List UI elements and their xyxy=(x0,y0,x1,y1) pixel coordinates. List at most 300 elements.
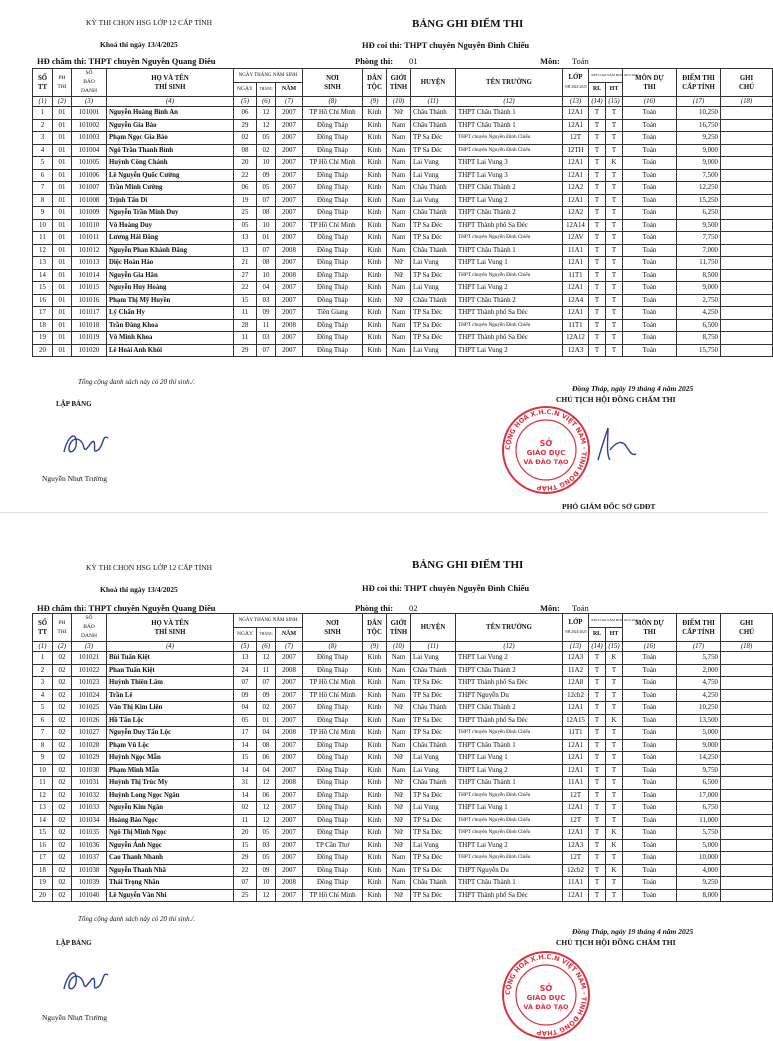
table-cell: 03 xyxy=(257,294,276,307)
table-cell: 12A1 xyxy=(563,107,589,120)
table-cell: 101011 xyxy=(72,232,107,245)
table-row xyxy=(33,839,773,852)
table-cell: THPT chuyên Nguyễn Đình Chiểu xyxy=(456,827,563,840)
table-cell: T xyxy=(589,664,606,677)
table-cell xyxy=(721,864,773,877)
table-cell: Kinh xyxy=(363,119,387,132)
table-cell: 01 xyxy=(53,207,72,220)
table-cell: Lai Vung xyxy=(411,752,456,765)
table-cell: 15 xyxy=(234,294,257,307)
table-cell xyxy=(721,664,773,677)
table-row xyxy=(33,119,773,132)
table-cell: THPT Châu Thành 2 xyxy=(456,182,563,195)
table-cell: Võ Minh Khoa xyxy=(107,332,234,345)
column-number-row xyxy=(33,97,773,107)
table-cell: 08 xyxy=(234,144,257,157)
table-cell: Kinh xyxy=(363,814,387,827)
table-cell: Kinh xyxy=(363,852,387,865)
table-cell: T xyxy=(589,107,606,120)
table-cell: 101034 xyxy=(72,814,107,827)
table-cell: 12A1 xyxy=(563,739,589,752)
table-cell: Đồng Tháp xyxy=(303,652,363,665)
table-cell xyxy=(721,132,773,145)
table-cell: Toán xyxy=(623,889,677,902)
table-cell xyxy=(721,889,773,902)
table-cell: Nam xyxy=(387,319,411,332)
table-cell: 101030 xyxy=(72,764,107,777)
table-cell: 2007 xyxy=(276,652,303,665)
table-cell: 02 xyxy=(53,789,72,802)
column-number: (9) xyxy=(363,97,387,107)
table-cell xyxy=(721,107,773,120)
table-cell: 02 xyxy=(234,802,257,815)
table-cell: Nam xyxy=(387,194,411,207)
table-cell: Kinh xyxy=(363,344,387,357)
table-cell: T xyxy=(589,727,606,740)
table-cell: 11,000 xyxy=(677,814,721,827)
column-number: (2) xyxy=(53,97,72,107)
table-cell: 2008 xyxy=(276,777,303,790)
table-cell: Phạm Minh Mẫn xyxy=(107,764,234,777)
header-stt: SỐ TT xyxy=(33,69,53,97)
table-cell xyxy=(721,839,773,852)
table-cell: 17 xyxy=(33,307,53,320)
preparer-name: Nguyễn Nhựt Trường xyxy=(42,1013,108,1022)
table-cell xyxy=(721,144,773,157)
table-cell: 24 xyxy=(234,664,257,677)
table-cell: Lương Hải Đăng xyxy=(107,232,234,245)
column-number: (3) xyxy=(72,97,107,107)
table-cell: Nữ xyxy=(387,269,411,282)
table-cell: T xyxy=(589,207,606,220)
table-cell: Đồng Tháp xyxy=(303,232,363,245)
table-cell: THPT Lai Vung 2 xyxy=(456,839,563,852)
table-cell: 10,250 xyxy=(677,702,721,715)
table-cell: 07 xyxy=(257,244,276,257)
table-row xyxy=(33,827,773,840)
table-cell: 12A1 xyxy=(563,889,589,902)
table-cell: THPT Nguyễn Du xyxy=(456,864,563,877)
table-cell xyxy=(721,789,773,802)
table-cell: TP Sa Đéc xyxy=(411,889,456,902)
table-cell: 2007 xyxy=(276,839,303,852)
exam-name: KỲ THI CHỌN HSG LỚP 12 CẤP TỈNH xyxy=(86,18,213,27)
table-cell: Toán xyxy=(623,814,677,827)
table-cell: 2007 xyxy=(276,332,303,345)
table-cell: 12A3 xyxy=(563,839,589,852)
table-cell: 11 xyxy=(33,777,53,790)
chair-title: CHỦ TỊCH HỘI ĐỒNG CHẤM THI xyxy=(556,938,676,947)
table-cell: 02 xyxy=(257,144,276,157)
table-cell xyxy=(721,207,773,220)
table-cell xyxy=(721,702,773,715)
table-cell: T xyxy=(589,157,606,170)
table-cell: T xyxy=(589,244,606,257)
table-cell: 4,000 xyxy=(677,864,721,877)
table-cell: 06 xyxy=(234,182,257,195)
table-cell: Kinh xyxy=(363,319,387,332)
table-cell: Toán xyxy=(623,739,677,752)
table-cell: T xyxy=(606,257,623,270)
table-cell: Huỳnh Công Chánh xyxy=(107,157,234,170)
table-cell: Nguyễn Hoàng Bình An xyxy=(107,107,234,120)
table-row xyxy=(33,689,773,702)
table-cell: Thái Trọng Nhân xyxy=(107,877,234,890)
table-cell: T xyxy=(606,702,623,715)
table-cell: Phạm Ngọc Gia Bảo xyxy=(107,132,234,145)
table-cell: 11A2 xyxy=(563,664,589,677)
table-cell: 2007 xyxy=(276,677,303,690)
table-cell: 9,750 xyxy=(677,764,721,777)
header-dob-group: NGÀY THÁNG NĂM SINH xyxy=(234,69,303,83)
svg-text:SỞ: SỞ xyxy=(539,984,553,993)
svg-text:GIÁO DỤC: GIÁO DỤC xyxy=(526,994,566,1002)
table-cell: TP Hồ Chí Minh xyxy=(303,889,363,902)
score-sheet-room-02 xyxy=(0,512,768,1038)
table-row xyxy=(33,877,773,890)
table-cell: 01 xyxy=(53,194,72,207)
table-cell: Đồng Tháp xyxy=(303,257,363,270)
table-cell: 19 xyxy=(33,877,53,890)
table-row xyxy=(33,319,773,332)
column-number: (10) xyxy=(387,642,411,652)
table-cell: 01 xyxy=(53,244,72,257)
table-cell: Nguyễn Huy Hoàng xyxy=(107,282,234,295)
table-cell: Toán xyxy=(623,652,677,665)
table-cell: 01 xyxy=(53,232,72,245)
table-cell: T xyxy=(606,689,623,702)
exam-name: KỲ THI CHỌN HSG LỚP 12 CẤP TỈNH xyxy=(86,563,213,572)
table-cell: Lai Vung xyxy=(411,344,456,357)
table-cell: 25 xyxy=(234,889,257,902)
table-cell: Lai Vung xyxy=(411,802,456,815)
table-cell: 02 xyxy=(53,802,72,815)
column-number: (16) xyxy=(623,97,677,107)
table-cell: 01 xyxy=(53,307,72,320)
header-note: GHI CHÚ xyxy=(721,69,773,97)
table-cell: 19 xyxy=(33,332,53,345)
table-cell xyxy=(721,244,773,257)
deputy-title: PHÓ GIÁM ĐỐC SỞ GDĐT xyxy=(562,502,656,511)
table-cell: Lai Vung xyxy=(411,839,456,852)
table-cell: Đồng Tháp xyxy=(303,814,363,827)
table-cell: Kinh xyxy=(363,232,387,245)
table-row xyxy=(33,332,773,345)
table-cell: 15,750 xyxy=(677,344,721,357)
header-gender: GIỚI TÍNH xyxy=(387,614,411,642)
table-cell: 09 xyxy=(257,689,276,702)
column-number: (7) xyxy=(276,642,303,652)
table-cell: 07 xyxy=(234,677,257,690)
table-cell xyxy=(721,802,773,815)
table-cell: 01 xyxy=(53,319,72,332)
table-cell: T xyxy=(589,739,606,752)
table-cell: Toán xyxy=(623,689,677,702)
table-cell: THPT Châu Thành 2 xyxy=(456,702,563,715)
table-cell: 101023 xyxy=(72,677,107,690)
table-cell: 6,500 xyxy=(677,777,721,790)
table-cell: 10 xyxy=(257,157,276,170)
column-number: (3) xyxy=(72,642,107,652)
table-cell: 01 xyxy=(53,269,72,282)
header-dob-group: NGÀY THÁNG NĂM SINH xyxy=(234,614,303,628)
table-cell: 31 xyxy=(234,777,257,790)
table-cell: Toán xyxy=(623,802,677,815)
table-row xyxy=(33,107,773,120)
table-cell: T xyxy=(589,194,606,207)
table-cell: T xyxy=(589,802,606,815)
table-cell xyxy=(721,269,773,282)
table-cell xyxy=(721,827,773,840)
table-cell: 5 xyxy=(33,157,53,170)
table-cell: 8,500 xyxy=(677,269,721,282)
table-cell: Đồng Tháp xyxy=(303,319,363,332)
table-cell: 12 xyxy=(257,777,276,790)
table-cell: 2008 xyxy=(276,727,303,740)
table-cell: Nam xyxy=(387,714,411,727)
table-cell: 10 xyxy=(33,219,53,232)
table-cell: 12 xyxy=(33,789,53,802)
table-cell: 8 xyxy=(33,194,53,207)
table-cell xyxy=(721,814,773,827)
table-cell: Kinh xyxy=(363,789,387,802)
table-cell xyxy=(721,257,773,270)
table-cell: Đồng Tháp xyxy=(303,664,363,677)
table-cell: 101028 xyxy=(72,739,107,752)
table-cell: 8 xyxy=(33,739,53,752)
table-cell: K xyxy=(606,714,623,727)
table-cell: Đồng Tháp xyxy=(303,144,363,157)
preparer-name: Nguyễn Nhựt Trường xyxy=(42,474,108,483)
table-cell: Đồng Tháp xyxy=(303,802,363,815)
table-cell: Đồng Tháp xyxy=(303,294,363,307)
grading-council: HĐ chấm thi: THPT chuyên Nguyễn Quang Diêu xyxy=(37,56,216,66)
header-dob-month: THÁNG xyxy=(257,628,276,642)
table-cell: Kinh xyxy=(363,839,387,852)
room-label: Phòng thi: xyxy=(355,603,394,613)
table-cell: Châu Thành xyxy=(411,664,456,677)
table-cell: 13 xyxy=(234,652,257,665)
table-cell: Nam xyxy=(387,652,411,665)
table-cell: 9,500 xyxy=(677,219,721,232)
table-cell: 101024 xyxy=(72,689,107,702)
table-cell: Diệc Hoàn Hảo xyxy=(107,257,234,270)
table-cell: Nguyễn Ánh Ngọc xyxy=(107,839,234,852)
table-cell: THPT chuyên Nguyễn Đình Chiểu xyxy=(456,789,563,802)
table-cell: 02 xyxy=(53,727,72,740)
table-cell: 101005 xyxy=(72,157,107,170)
table-cell: 01 xyxy=(53,294,72,307)
table-cell: Nam xyxy=(387,864,411,877)
table-cell: 2007 xyxy=(276,119,303,132)
table-cell: Nam xyxy=(387,764,411,777)
table-cell: Kinh xyxy=(363,677,387,690)
table-cell: Kinh xyxy=(363,107,387,120)
table-cell: 2007 xyxy=(276,157,303,170)
table-cell: T xyxy=(589,294,606,307)
header-class: LỚP NH 2024-2025 xyxy=(563,614,589,642)
table-cell: 13,500 xyxy=(677,714,721,727)
count-note: Tổng cộng danh sách này có 20 thí sinh./. xyxy=(78,378,196,386)
table-cell: 2008 xyxy=(276,269,303,282)
table-cell: T xyxy=(589,269,606,282)
table-cell: Lai Vung xyxy=(411,157,456,170)
subject-info xyxy=(540,56,589,66)
column-number: (7) xyxy=(276,97,303,107)
table-cell: T xyxy=(606,107,623,120)
table-cell: 2008 xyxy=(276,877,303,890)
table-cell: Kinh xyxy=(363,727,387,740)
table-cell: 02 xyxy=(53,702,72,715)
table-row xyxy=(33,652,773,665)
table-cell xyxy=(721,157,773,170)
table-cell: 27 xyxy=(234,269,257,282)
table-cell: T xyxy=(589,864,606,877)
header-dob-year: NĂM xyxy=(276,628,303,642)
exam-date: Khoá thi ngày 13/4/2025 xyxy=(100,40,178,49)
table-cell: TP Cần Thơ xyxy=(303,839,363,852)
table-cell: K xyxy=(606,827,623,840)
table-cell: 101027 xyxy=(72,727,107,740)
table-cell: 7 xyxy=(33,727,53,740)
table-cell: TP Sa Đéc xyxy=(411,689,456,702)
table-cell: Kinh xyxy=(363,294,387,307)
table-cell: 10,250 xyxy=(677,107,721,120)
table-row xyxy=(33,702,773,715)
column-number: (4) xyxy=(107,97,234,107)
table-row xyxy=(33,889,773,902)
table-cell: 101010 xyxy=(72,219,107,232)
table-cell: Phạm Vũ Lộc xyxy=(107,739,234,752)
table-cell: T xyxy=(606,739,623,752)
table-cell: 2007 xyxy=(276,182,303,195)
table-cell: Toán xyxy=(623,677,677,690)
room-value: 02 xyxy=(409,603,418,613)
table-cell: T xyxy=(606,319,623,332)
table-cell: 14 xyxy=(33,269,53,282)
table-row xyxy=(33,727,773,740)
table-row xyxy=(33,864,773,877)
table-cell: 03 xyxy=(257,839,276,852)
table-cell: Toán xyxy=(623,332,677,345)
table-cell: 7,000 xyxy=(677,244,721,257)
table-cell: T xyxy=(606,269,623,282)
table-cell: T xyxy=(589,307,606,320)
table-cell: Toán xyxy=(623,294,677,307)
table-cell: 5 xyxy=(33,702,53,715)
table-cell: Kinh xyxy=(363,282,387,295)
table-cell: Phan Tuấn Kiệt xyxy=(107,664,234,677)
table-cell: Nam xyxy=(387,664,411,677)
header-dob-year: NĂM xyxy=(276,83,303,97)
table-cell: 7 xyxy=(33,182,53,195)
table-cell: 02 xyxy=(53,877,72,890)
header-pob: NƠI SINH xyxy=(303,69,363,97)
table-cell: Văn Thị Kim Liên xyxy=(107,702,234,715)
table-cell: T xyxy=(589,144,606,157)
table-cell: T xyxy=(606,332,623,345)
room-value: 01 xyxy=(409,56,418,66)
table-cell: 11 xyxy=(257,664,276,677)
table-cell: Toán xyxy=(623,207,677,220)
table-cell: 11 xyxy=(234,307,257,320)
table-cell: 01 xyxy=(257,232,276,245)
table-cell: THPT Thành phố Sa Đéc xyxy=(456,677,563,690)
table-cell: Toán xyxy=(623,727,677,740)
table-cell: 15 xyxy=(33,282,53,295)
header-stt: SỐ TT xyxy=(33,614,53,642)
table-cell: 9,000 xyxy=(677,157,721,170)
subject-value: Toán xyxy=(571,603,589,613)
table-cell: Toán xyxy=(623,827,677,840)
table-cell: Kinh xyxy=(363,777,387,790)
chair-title: CHỦ TỊCH HỘI ĐỒNG CHẤM THI xyxy=(556,395,676,404)
table-cell: Châu Thành xyxy=(411,119,456,132)
table-cell: TP Hồ Chí Minh xyxy=(303,677,363,690)
header-dob-day: NGÀY xyxy=(234,83,257,97)
table-cell: 9,000 xyxy=(677,144,721,157)
table-cell: T xyxy=(606,677,623,690)
table-cell: 2007 xyxy=(276,889,303,902)
table-cell: Ngô Trần Thanh Bình xyxy=(107,144,234,157)
table-row xyxy=(33,169,773,182)
table-cell: Đồng Tháp xyxy=(303,282,363,295)
table-cell: Toán xyxy=(623,219,677,232)
table-cell: Nữ xyxy=(387,802,411,815)
table-cell: Đồng Tháp xyxy=(303,119,363,132)
table-cell: Châu Thành xyxy=(411,244,456,257)
table-cell: 101015 xyxy=(72,282,107,295)
table-cell: 101012 xyxy=(72,244,107,257)
table-cell: 101039 xyxy=(72,877,107,890)
table-cell: TP Hồ Chí Minh xyxy=(303,727,363,740)
header-score: ĐIỂM THI CẤP TỈNH xyxy=(677,69,721,97)
table-cell: Huỳnh Ngọc Mẫn xyxy=(107,752,234,765)
table-cell: Nam xyxy=(387,852,411,865)
column-number: (6) xyxy=(257,97,276,107)
table-cell: 2007 xyxy=(276,814,303,827)
table-cell: Nam xyxy=(387,727,411,740)
table-cell: 11A1 xyxy=(563,777,589,790)
table-cell: Toán xyxy=(623,182,677,195)
table-cell: 4 xyxy=(33,689,53,702)
table-cell: T xyxy=(589,132,606,145)
column-number: (8) xyxy=(303,642,363,652)
table-cell: Nam xyxy=(387,119,411,132)
table-cell: T xyxy=(606,344,623,357)
table-cell: 14 xyxy=(234,764,257,777)
table-row xyxy=(33,157,773,170)
table-cell: Cao Thanh Nhanh xyxy=(107,852,234,865)
table-cell: T xyxy=(606,194,623,207)
table-cell: 2 xyxy=(33,119,53,132)
table-cell: 12A1 xyxy=(563,307,589,320)
table-cell: 12 xyxy=(257,814,276,827)
header-rating-group: XẾP LOẠI NĂM HỌC 2023-2024 xyxy=(589,614,623,628)
count-note: Tổng cộng danh sách này có 20 thí sinh./. xyxy=(78,915,196,923)
table-cell: Nữ xyxy=(387,827,411,840)
table-cell: 12 xyxy=(257,652,276,665)
table-cell: 2007 xyxy=(276,714,303,727)
table-cell: 2007 xyxy=(276,169,303,182)
table-cell: 03 xyxy=(257,332,276,345)
table-cell: 09 xyxy=(257,307,276,320)
column-number: (15) xyxy=(606,642,623,652)
table-cell: 4,250 xyxy=(677,689,721,702)
table-cell: TP Hồ Chí Minh xyxy=(303,689,363,702)
table-cell: THPT Châu Thành 1 xyxy=(456,107,563,120)
table-cell: THPT Lai Vung 3 xyxy=(456,169,563,182)
